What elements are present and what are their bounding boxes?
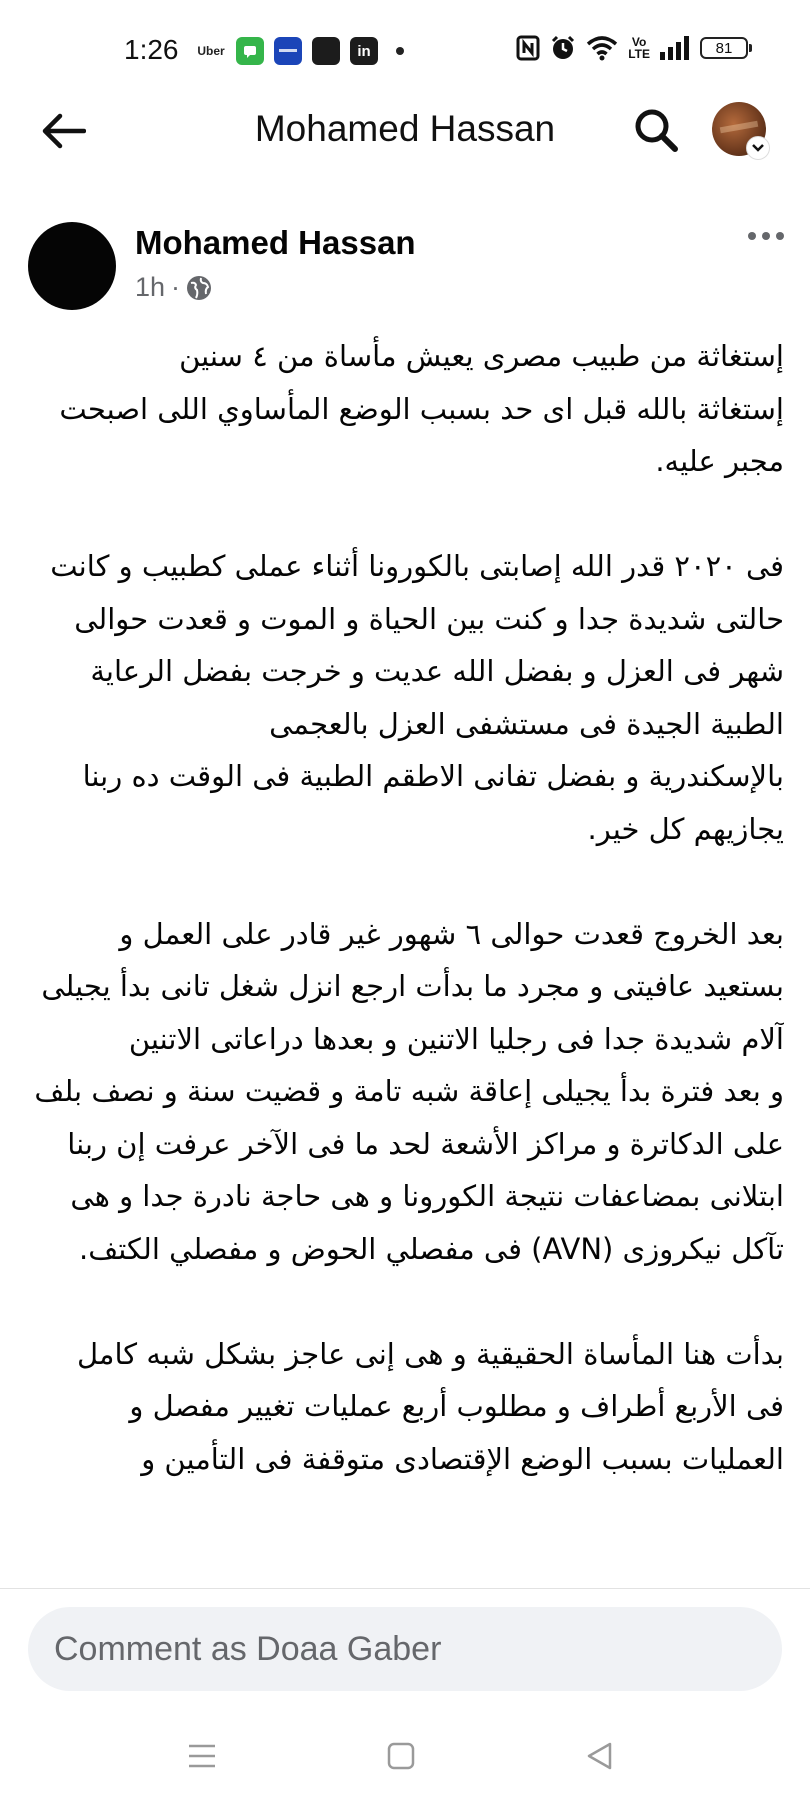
home-button[interactable] <box>373 1734 429 1778</box>
system-back-button[interactable] <box>572 1734 628 1778</box>
post-paragraph: إستغاثة من طبيب مصرى يعيش مأساة من ٤ سنين إستغاثة بالله قبل اى حد بسبب الوضع المأساوي اللى اصبحت مجبر عليه. <box>59 339 784 478</box>
post-text <box>30 330 784 1580</box>
volte-label-bottom: LTE <box>628 47 650 61</box>
more-dot <box>762 232 770 240</box>
chevron-down-icon <box>746 136 770 160</box>
messages-icon <box>236 37 264 65</box>
signal-icon <box>660 36 690 60</box>
nfc-icon <box>516 35 540 61</box>
search-icon <box>633 107 679 153</box>
square-icon <box>386 1741 416 1771</box>
volte-icon <box>628 36 650 60</box>
more-notifications-icon <box>396 47 404 55</box>
app-header <box>0 92 810 168</box>
comment-bar <box>0 1588 810 1713</box>
page-title: Mohamed Hassan <box>254 108 556 149</box>
triangle-back-icon <box>585 1741 615 1771</box>
status-time: 1:26 <box>124 34 179 65</box>
menu-lines-icon <box>187 1743 217 1769</box>
battery-indicator: 81 <box>700 37 748 59</box>
search-button[interactable] <box>630 104 682 156</box>
uber-icon: Uber <box>197 44 225 58</box>
post-author-name[interactable]: Mohamed Hassan <box>135 224 416 261</box>
post-meta-separator: · <box>171 272 181 302</box>
app-icon <box>312 37 340 65</box>
linkedin-icon: in <box>350 37 378 65</box>
post-options-button[interactable] <box>742 218 790 254</box>
post-meta <box>135 272 212 303</box>
more-dot <box>748 232 756 240</box>
status-bar <box>0 0 810 100</box>
system-icons <box>516 35 748 61</box>
globe-icon <box>186 275 212 301</box>
notification-icons <box>196 37 404 65</box>
wifi-icon <box>586 35 618 61</box>
recents-button[interactable] <box>174 1734 230 1778</box>
post-paragraph: فى ٢٠٢٠ قدر الله إصابتى بالكورونا أثناء عملى كطبيب و كانت حالتى شديدة جدا و كنت بين الحياة و الموت و قعدت حوالى شهر فى العزل و بفضل الله عديت و خرجت بفضل الرعاية الطبية الجيدة فى مستشفى العزل بالعجمى بالإسكندرية و بفضل تفانى الاطقم الطبية فى الوقت ده ربنا يجازيهم كل خير. <box>50 549 784 846</box>
system-nav-bar <box>0 1712 810 1800</box>
profile-menu-button[interactable] <box>712 102 768 158</box>
comment-input[interactable] <box>28 1607 782 1691</box>
alarm-icon <box>550 35 576 61</box>
post-author-avatar[interactable] <box>28 222 116 310</box>
post-paragraph: بدأت هنا المأساة الحقيقية و هى إنى عاجز بشكل شبه كامل فى الأربع أطراف و مطلوب أربع عمليات تغيير مفصل و العمليات بسبب الوضع الإقتصادى متوقفة فى التأمين و <box>76 1336 784 1476</box>
volte-label-top: Vo <box>631 35 647 49</box>
post-paragraph: بعد الخروج قعدت حوالى ٦ شهور غير قادر على العمل و بستعيد عافيتى و مجرد ما بدأت ارجع انزل شغل تانى بدأ يجيلى آلام شديدة جدا فى رجليا الاتنين و بعدها دراعاتى الاتنين و بعد فترة بدأ يجيلى إعاقة شبه تامة و قضيت سنة و نصف بلف على الدكاترة و مراكز الأشعة لحد ما فى الآخر عرفت إن ربنا ابتلانى بمضاعفات نتيجة الكورونا و هى حاجة نادرة جدا و هى تآكل نيكروزى (AVN) فى مفصلي الحوض و مفصلي الكتف. <box>34 916 784 1266</box>
uc-browser-icon <box>274 37 302 65</box>
more-dot <box>776 232 784 240</box>
post-time[interactable]: 1h <box>135 272 166 302</box>
